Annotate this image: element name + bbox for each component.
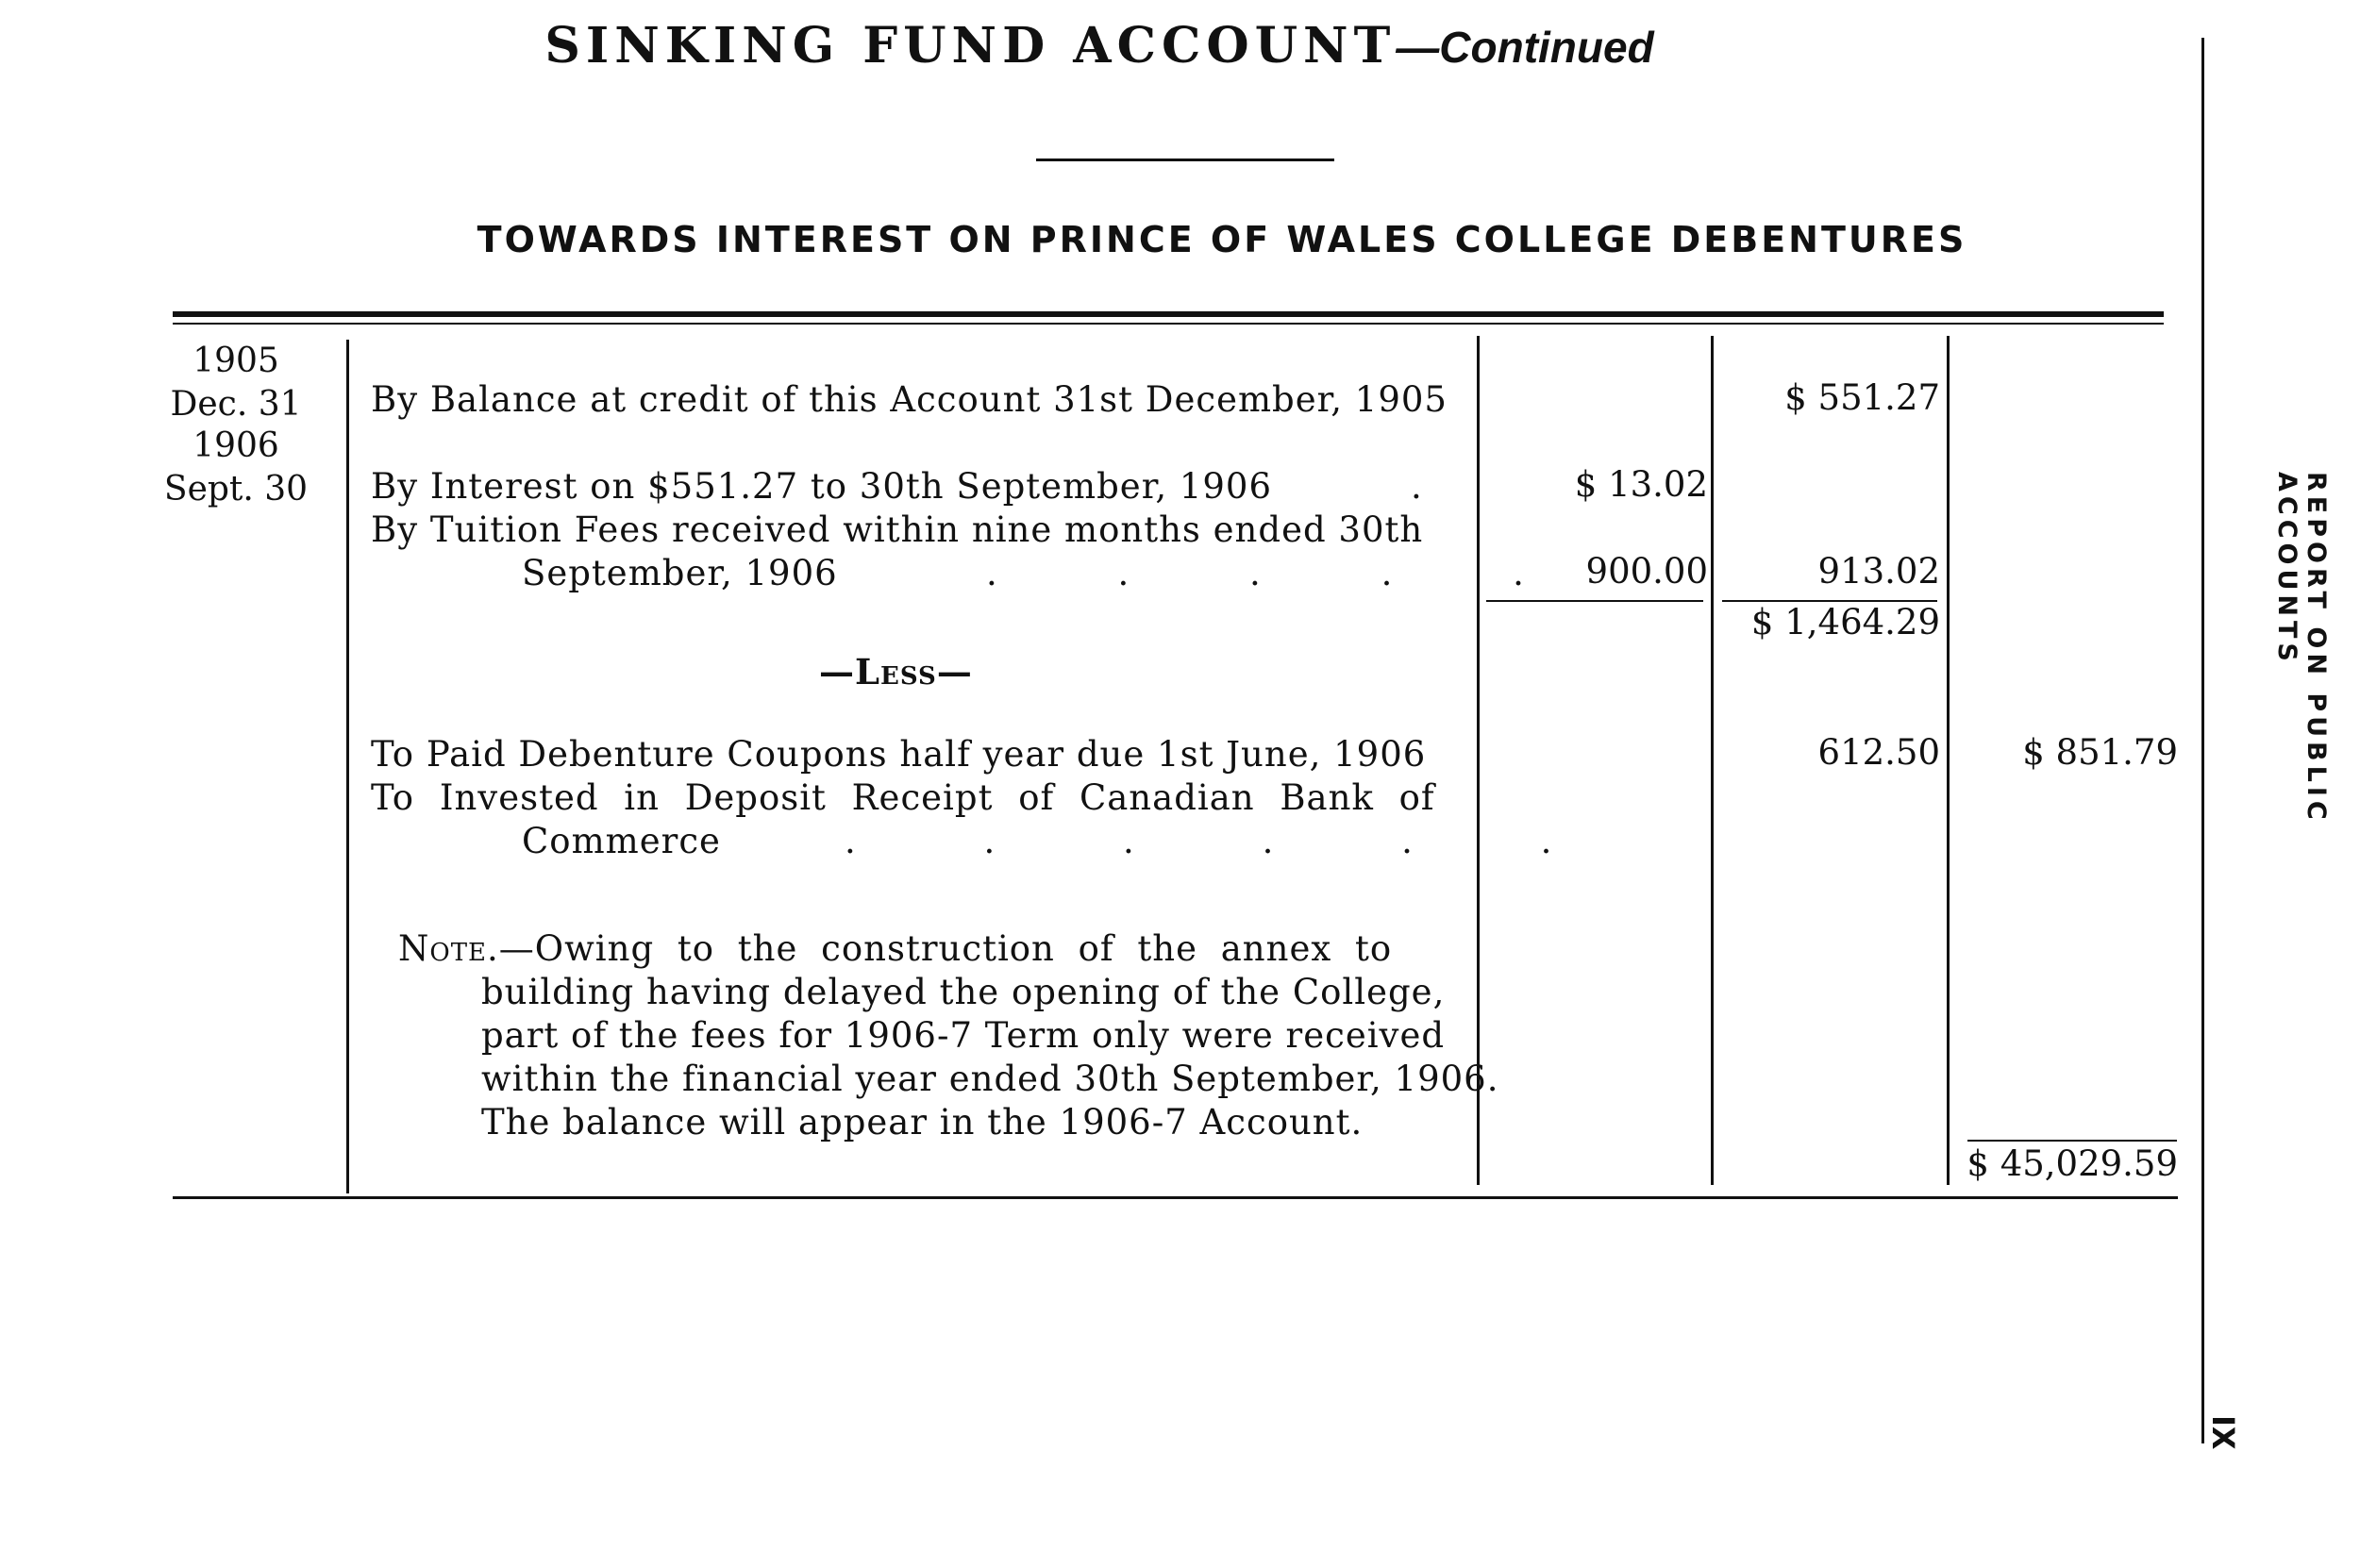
total-amount: $ 45,029.59 xyxy=(1967,1143,2178,1184)
entry-tuition-col1: 900.00 xyxy=(1585,551,1708,592)
running-head: REPORT ON PUBLIC ACCOUNTS xyxy=(2272,472,2331,825)
entry-interest-dot: . xyxy=(1411,466,1423,507)
entry-coupons-text: To Paid Debenture Coupons half year due 1st June, 1906 xyxy=(371,734,1427,775)
amount-col3-left-rule xyxy=(1947,336,1950,1185)
note-line1-text: —Owing to the construction of the annex to xyxy=(498,928,1393,969)
subtotal-amount: $ 1,464.29 xyxy=(1750,602,1940,642)
table-bottom-rule xyxy=(173,1196,2178,1199)
table-top-rule-thin xyxy=(173,323,2164,325)
entry-tuition-line1: By Tuition Fees received within nine months ended 30th xyxy=(371,509,1424,550)
entry-interest-text: By Interest on $551.27 to 30th September, 1906 xyxy=(371,466,1273,507)
account-subtitle: TOWARDS INTEREST ON PRINCE OF WALES COLLEGE DEBENTURES xyxy=(477,219,1967,260)
note-line4: within the financial year ended 30th September, 1906. xyxy=(481,1059,1499,1099)
entry-invested-line2: Commerce xyxy=(522,821,721,861)
table-top-rule-thick xyxy=(173,311,2164,317)
entry-coupons-amount: 612.50 xyxy=(1817,732,1940,773)
date-dec-31: Dec. 31 xyxy=(170,385,302,424)
total-sum-rule xyxy=(1967,1140,2177,1142)
less-heading: —Less— xyxy=(819,651,973,692)
title-main: SINKING FUND ACCOUNT xyxy=(544,17,1397,75)
entry-interest-amount: $ 13.02 xyxy=(1574,464,1708,505)
entry-tuition-dots: . . . . . xyxy=(986,553,1579,593)
page-number: IX xyxy=(2205,1415,2241,1450)
amount-col1-left-rule xyxy=(1477,336,1480,1185)
entry-invested-line1: To Invested in Deposit Receipt of Canadian Bank of xyxy=(371,777,1435,818)
title-suffix: —Continued xyxy=(1396,23,1654,72)
note-line1 xyxy=(398,928,1392,969)
title-underline xyxy=(1036,158,1334,161)
entry-tuition-line2: September, 1906 xyxy=(522,553,838,593)
entry-invested-dots: . . . . . . xyxy=(845,821,1611,861)
date-sept-30: Sept. 30 xyxy=(163,470,309,509)
note-line2: building having delayed the opening of the College, xyxy=(481,972,1446,1012)
note-line5: The balance will appear in the 1906-7 Account. xyxy=(481,1102,1364,1143)
entry-tuition-col2: 913.02 xyxy=(1817,551,1940,592)
entry-balance-text: By Balance at credit of this Account 31st December, 1905 xyxy=(371,379,1448,420)
date-year-1906: 1906 xyxy=(192,426,279,465)
note-line3: part of the fees for 1906-7 Term only were received xyxy=(481,1015,1446,1056)
date-year-1905: 1905 xyxy=(192,342,279,380)
right-margin-rule xyxy=(2201,38,2204,1443)
entry-balance-amount: $ 551.27 xyxy=(1784,377,1940,418)
col1-sum-rule xyxy=(1486,600,1703,602)
page-title xyxy=(0,17,2199,75)
entry-net-amount: $ 851.79 xyxy=(2022,732,2178,773)
date-column-rule xyxy=(346,340,349,1193)
note-label: Note. xyxy=(398,928,499,969)
amount-col2-left-rule xyxy=(1711,336,1714,1185)
